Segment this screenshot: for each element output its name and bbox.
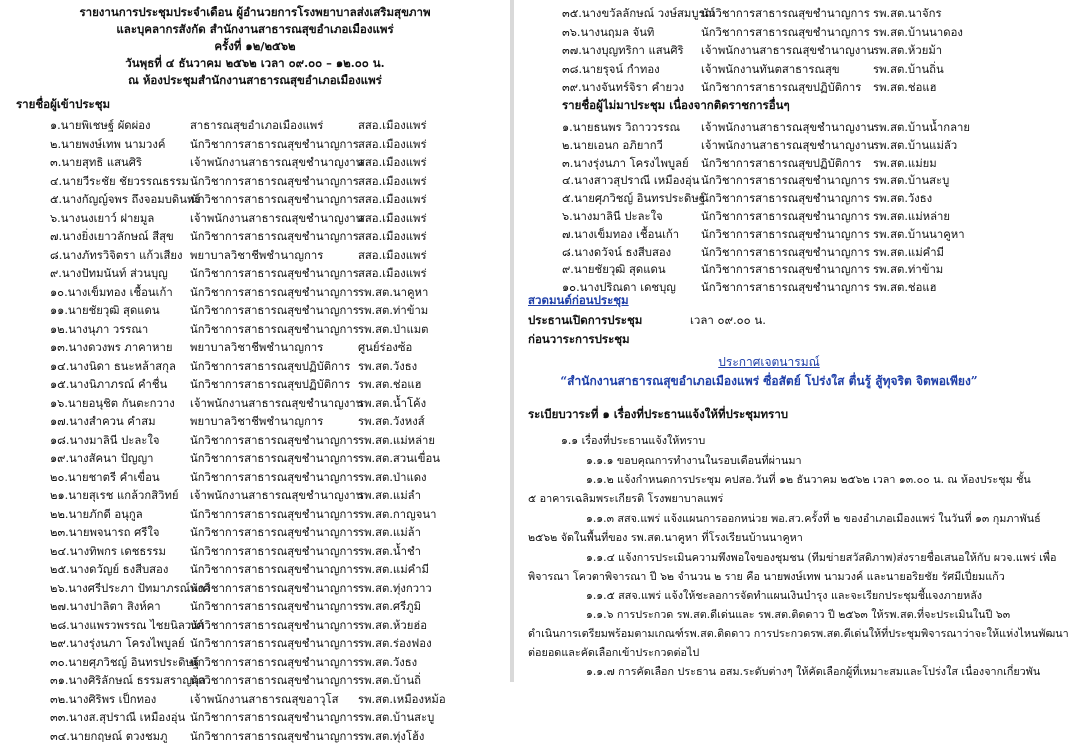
- item-1-1-4: ๑.๑.๔ แจ้งการประเมินความพึงพอใจของชุมชน (ทีมข่ายสวัสดิภาพ)ส่งรายชื่อเสนอให้กับ ผวจ.แพร่ เพื่อ: [586, 551, 1057, 564]
- person-position: นักวิชาการสาธารณสุขชำนาญการ: [190, 470, 359, 484]
- item-1-1-7: ๑.๑.๗ การคัดเลือก ประธาน อสม.ระดับต่างๆ ให้คัดเลือกผู้ที่เหมาะสมและโปร่งใส เนื่องจากเกี่ยวพัน: [586, 665, 1041, 678]
- person-position: นักวิชาการสาธารณสุขชำนาญการ: [701, 227, 870, 241]
- attendee-row: [0, 244, 510, 263]
- person-name: ๑๒.นางนุภา วรรณา: [50, 322, 149, 336]
- person-name: ๒๘.นางแพรวพรรณ ไชยนิลวงศ์: [50, 618, 204, 632]
- absent-row: [514, 152, 1024, 171]
- item-1-1-3-cont: ๒๕๖๒ จัดในพื้นที่ของ รพ.สต.นาคูหา ที่โรงเรียนบ้านนาคูหา: [528, 531, 803, 544]
- person-unit: สสอ.เมืองแพร่: [358, 156, 427, 169]
- absent-row: [514, 116, 1024, 135]
- meeting-date: วันพุธที่ ๔ ธันวาคม ๒๕๖๒ เวลา ๐๙.๐๐ – ๑๒.๐๐ น.: [125, 56, 385, 70]
- person-unit: รพ.สต.บ้านนาคูหา: [873, 227, 965, 241]
- person-unit: รพ.สต.แม่หล่าย: [873, 210, 950, 223]
- person-unit: รพ.สต.ช่อแฮ: [358, 378, 422, 391]
- person-position: นักวิชาการสาธารณสุขชำนาญการ: [190, 544, 359, 558]
- person-position: นักวิชาการสาธารณสุขปฏิบัติการ: [190, 378, 351, 391]
- person-unit: รพ.สต.แม่หล่าย: [358, 433, 435, 447]
- attendee-row: [0, 521, 510, 540]
- person-position: นักวิชาการสาธารณสุขชำนาญการ: [701, 245, 870, 259]
- person-position: นักวิชาการสาธารณสุขชำนาญการ: [190, 137, 359, 151]
- meeting-venue: ณ ห้องประชุมสำนักงานสาธารณสุขอำเภอเมืองแพร่: [128, 73, 382, 87]
- person-unit: รพ.สต.เหมืองหม้อ: [358, 692, 446, 706]
- person-unit: ศูนย์ร่องซ้อ: [358, 341, 413, 354]
- person-name: ๘.นางภัทรวิจิตรา แก้วเสียง: [50, 248, 183, 262]
- person-unit: สสอ.เมืองแพร่: [358, 137, 427, 151]
- meeting-number: ครั้งที่ ๑๒/๒๕๖๒: [214, 39, 296, 53]
- person-position: นักวิชาการสาธารณสุขชำนาญการ: [190, 193, 359, 206]
- attendee-row: [0, 429, 510, 448]
- attendee-row: [0, 170, 510, 189]
- person-position: นักวิชาการสาธารณสุขชำนาญการ: [190, 526, 359, 539]
- attendee-row: [0, 114, 510, 133]
- chair-open-label: ประธานเปิดการประชุม: [528, 313, 643, 327]
- person-name: ๘.นางดวัจน์ ธงสีบสอง: [562, 245, 672, 259]
- person-name: ๒๔.นางทิพกร เดชธรรม: [50, 544, 166, 558]
- proclamation-title: ประกาศเจตนารมณ์: [718, 355, 820, 369]
- person-unit: สสอ.เมืองแพร่: [358, 119, 427, 132]
- person-position: พยาบาลวิชาชีพชำนาญการ: [190, 415, 324, 428]
- person-position: เจ้าพนักงานสาธารณสุขชำนาญงาน: [701, 44, 875, 57]
- right-document-page: [514, 0, 1069, 682]
- item-1-1-3: ๑.๑.๓ สสจ.แพร่ แจ้งแผนการออกหน่วย พอ.สว.ครั้งที่ ๒ ของอำเภอเมืองแพร่ ในวันที่ ๑๓ กุมภาพันธ์: [586, 512, 1041, 525]
- absent-row: [514, 187, 1024, 206]
- person-unit: รพ.สต.วังหงส์: [358, 415, 425, 428]
- person-name: ๑๙.นางสัคนา ปัญญา: [50, 452, 154, 465]
- person-unit: รพ.สต.น้ำโค้ง: [358, 396, 427, 410]
- person-name: ๑.นายธนพร วิถาววรรณ: [562, 121, 680, 134]
- person-name: ๓.นายสุทธิ แสนศิริ: [50, 156, 142, 169]
- item-1-1-5: ๑.๑.๕ สสจ.แพร่ แจ้งให้ชะลอการจัดทำแผนเงินบำรุง และจะเรียกประชุมชี้แจงภายหลัง: [586, 589, 983, 602]
- person-unit: รพ.สต.แม่ยม: [873, 156, 937, 170]
- absent-heading: รายชื่อผู้ไม่มาประชุม เนื่องจากติดราชการอื่นๆ: [562, 98, 790, 112]
- person-position: สาธารณสุขอำเภอเมืองแพร่: [190, 119, 324, 132]
- person-unit: รพ.สต.ทุ่งโฮ้ง: [358, 729, 425, 743]
- person-name: ๗.นางเข็มทอง เชื้อนเก้า: [562, 227, 680, 241]
- person-name: ๓๖.นางนฤมล จันทิ: [562, 25, 655, 39]
- absent-row: [514, 241, 1024, 260]
- absent-row: [514, 134, 1024, 153]
- person-name: ๙.นายชัยวุฒิ สุดแดน: [562, 263, 666, 277]
- person-position: นักวิชาการสาธารณสุขชำนาญการ: [190, 322, 359, 336]
- person-name: ๑๓.นางดวงพร ภาคาหาย: [50, 341, 173, 354]
- absent-row: [514, 169, 1024, 188]
- attendee-row: [0, 503, 510, 522]
- person-name: ๓๑.นางศิริลักษณ์ ธรรมสราญกุล: [50, 674, 206, 687]
- attendee-row: [514, 76, 1024, 95]
- attendee-row: [0, 688, 510, 707]
- person-unit: รพ.สต.กาญจนา: [358, 507, 437, 521]
- item-1-1-4-cont: พิจารณา โควตาพิจารณา ปี ๖๒ จำนวน ๒ ราย คือ นายพงษ์เทพ นามวงค์ และนายอริยชัย รัศมีเปี่ยมแก้ว: [528, 570, 1005, 583]
- person-unit: รพ.สต.บ้านสะบู: [873, 174, 950, 188]
- attendee-row: [0, 447, 510, 466]
- chair-open-time: เวลา ๐๙.๐๐ น.: [690, 313, 766, 327]
- person-position: นักวิชาการสาธารณสุขชำนาญการ: [190, 174, 359, 188]
- item-1-1-2: ๑.๑.๒ แจ้งกำหนดการประชุม คปสอ.วันที่ ๑๒ ธันวาคม ๒๕๖๒ เวลา ๑๓.๐๐ น. ณ ห้องประชุม ชั้น: [586, 473, 1031, 486]
- person-position: นักวิชาการสาธารณสุขชำนาญการ: [190, 711, 359, 724]
- person-name: ๖.นางมาลินี ปะละใจ: [562, 210, 663, 223]
- person-name: ๑๖.นายอนุชิต กันตะกวาง: [50, 396, 175, 410]
- attendee-row: [0, 262, 510, 281]
- person-unit: รพ.สต.วังธง: [358, 359, 418, 373]
- person-position: นักวิชาการสาธารณสุขชำนาญการ: [701, 210, 870, 223]
- person-position: เจ้าพนักงานสาธารณสุขชำนาญงาน: [190, 211, 364, 225]
- person-unit: สสอ.เมืองแพร่: [358, 230, 427, 243]
- attendee-row: [0, 540, 510, 559]
- person-name: ๙.นางปัทมนันท์ ส่วนบุญ: [50, 267, 168, 280]
- attendee-row: [0, 632, 510, 651]
- person-unit: รพ.สต.บ้านนาดอง: [873, 25, 963, 39]
- person-unit: รพ.สต.ร่องฟอง: [358, 637, 432, 650]
- person-name: ๑๑.นายชัยวุฒิ สุดแดน: [50, 304, 160, 317]
- attendee-row: [514, 39, 1024, 58]
- person-unit: รพ.สต.ห้วยม้า: [873, 44, 943, 57]
- person-position: นักวิชาการสาธารณสุขชำนาญการ: [701, 25, 870, 39]
- person-name: ๓๔.นายกฤษณ์ ตวงชมภู: [50, 729, 168, 743]
- person-unit: รพ.สต.แม่คำมี: [873, 245, 945, 259]
- attendee-row: [0, 577, 510, 596]
- person-name: ๕.นางกัญญ์จพร ถึงจอมบดินทร์: [50, 193, 201, 206]
- person-position: นักวิชาการสาธารณสุขชำนาญการ: [190, 581, 359, 595]
- person-name: ๒๓.นายพจนารถ ศรีใจ: [50, 526, 160, 539]
- attendee-row: [0, 651, 510, 670]
- person-name: ๒.นายเอนก อภิยากวี: [562, 138, 663, 152]
- person-unit: รพ.สต.นาคูหา: [358, 285, 429, 299]
- person-position: นักวิชาการสาธารณสุขชำนาญการ: [190, 452, 359, 465]
- person-position: นักวิชาการสาธารณสุขชำนาญการ: [190, 285, 359, 299]
- person-name: ๓๒.นางศิริพร เป็กทอง: [50, 692, 157, 706]
- person-position: นักวิชาการสาธารณสุขชำนาญการ: [701, 281, 870, 295]
- person-unit: รพ.สต.แม่ลำ: [358, 489, 421, 502]
- person-unit: รพ.สต.น้ำชำ: [358, 544, 422, 558]
- person-position: นักวิชาการสาธารณสุขชำนาญการ: [190, 655, 359, 669]
- person-name: ๒๐.นายชาตรี คำเขื่อน: [50, 470, 160, 484]
- person-name: ๓๕.นางขวัลลักษณ์ วงษ์สมบูรณ์: [562, 7, 716, 20]
- person-name: ๓.นางรุ่งนภา โครงไพบูลย์: [562, 156, 689, 170]
- person-unit: รพ.สต.ป่าแมต: [358, 322, 429, 336]
- person-position: พยาบาลวิชาชีพชำนาญการ: [190, 248, 324, 262]
- attendee-row: [0, 336, 510, 355]
- person-position: นักวิชาการสาธารณสุขชำนาญการ: [190, 563, 359, 576]
- item-1-1-6-cont: ดำเนินการเตรียมพร้อมตามเกณฑ์รพ.สต.ติดดาว การประกวดรพ.สต.ดีเด่นให้ที่ประชุมพิจารณาว่าจะให้แห่งไหนพัฒนา: [528, 627, 1069, 640]
- item-1-1-1: ๑.๑.๑ ขอบคุณการทำงานในรอบเดือนที่ผ่านมา: [586, 454, 802, 467]
- attendee-row: [0, 373, 510, 392]
- person-position: เจ้าพนักงานสาธารณสุขชำนาญงาน: [190, 396, 364, 410]
- attendee-row: [0, 151, 510, 170]
- person-name: ๗.นางยิ่งเยาวลักษณ์ สีสุข: [50, 230, 174, 243]
- attendee-row: [0, 299, 510, 318]
- person-unit: สสอ.เมืองแพร่: [358, 267, 427, 280]
- attendee-row: [0, 484, 510, 503]
- person-unit: รพ.สต.ช่อแฮ: [873, 281, 937, 295]
- person-position: นักวิชาการสาธารณสุขปฏิบัติการ: [701, 81, 862, 94]
- person-unit: รพ.สต.ท่าข้าม: [358, 304, 429, 317]
- person-unit: รพ.สต.ท่าข้าม: [873, 263, 944, 277]
- attendee-row: [0, 188, 510, 207]
- attendee-row: [0, 706, 510, 725]
- person-position: เจ้าพนักงานทันตสาธารณสุข: [701, 62, 840, 76]
- person-position: เจ้าพนักงานสาธารณสุขชำนาญงาน: [701, 138, 875, 152]
- agenda-1-heading: ระเบียบวาระที่ ๑ เรื่องที่ประธานแจ้งให้ที่ประชุมทราบ: [528, 407, 789, 421]
- person-unit: สสอ.เมืองแพร่: [358, 174, 427, 188]
- person-name: ๓๙.นางจันทร์จิรา คำยวง: [562, 81, 685, 94]
- person-unit: สสอ.เมืองแพร่: [358, 248, 427, 262]
- person-name: ๑๕.นางนิภาภรณ์ คำชื่น: [50, 378, 168, 391]
- person-name: ๕.นายศุภวิชญ์ อินทรประดิษฐ์: [562, 192, 706, 206]
- person-unit: รพ.สต.บ้านถิ่น: [873, 62, 944, 76]
- person-position: นักวิชาการสาธารณสุขปฏิบัติการ: [190, 359, 351, 373]
- attendee-row: [0, 614, 510, 633]
- person-name: ๓๐.นายศุภวิชญ์ อินทรประดิษฐ์: [50, 655, 200, 669]
- person-unit: รพ.สต.บ้านแม่ลัว: [873, 138, 958, 152]
- person-name: ๒๗.นางปาลิตา สิงห์คา: [50, 600, 161, 613]
- attendee-row: [0, 410, 510, 429]
- person-name: ๑.นายพิเชษฐ์ ผัดผ่อง: [50, 119, 151, 132]
- proclamation-text: “สำนักงานสาธารณสุขอำเภอเมืองแพร่ ซื่อสัตย์ โปร่งใส ตื่นรู้ สู้ทุจริต จิตพอเพียง”: [560, 374, 978, 388]
- person-position: เจ้าพนักงานสาธารณสุขชำนาญงาน: [701, 121, 875, 134]
- person-unit: รพ.สต.ช่อแฮ: [873, 81, 937, 94]
- attendee-row: [0, 669, 510, 688]
- report-title-line-1: รายงานการประชุมประจำเดือน ผู้อำนวยการโรงพยาบาลส่งเสริมสุขภาพ: [79, 5, 431, 19]
- person-name: ๓๘.นายรุจน์ กำทอง: [562, 62, 660, 76]
- person-name: ๓๓.นางส.สุปราณี เหมืองอุ่น: [50, 711, 186, 724]
- person-name: ๒๕.นางดวัญย์ ธงสีบสอง: [50, 563, 169, 576]
- attendees-heading: รายชื่อผู้เข้าประชุม: [16, 97, 111, 111]
- person-position: นักวิชาการสาธารณสุขชำนาญการ: [190, 637, 359, 650]
- person-position: เจ้าพนักงานสาธารณสุขอาวุโส: [190, 692, 339, 706]
- person-name: ๑๐.นางปริณดา เดชบุญ: [562, 281, 676, 295]
- attendee-row: [514, 58, 1024, 77]
- person-name: ๑๔.นางนิดา ธนะหล้าสกุล: [50, 359, 176, 373]
- person-unit: รพ.สต.วังธง: [873, 192, 933, 206]
- person-position: นักวิชาการสาธารณสุขชำนาญการ: [701, 192, 870, 206]
- person-name: ๓๗.นางบุญทริกา แสนศิริ: [562, 44, 684, 57]
- person-position: นักวิชาการสาธารณสุขชำนาญการ: [190, 230, 359, 243]
- left-document-page: [0, 0, 510, 743]
- attendee-row: [0, 725, 510, 744]
- person-name: ๔.นางสาวสุปราณี เหมืองอุ่น: [562, 174, 700, 188]
- person-name: ๒๒.นายภักดี อนุกูล: [50, 507, 143, 521]
- person-position: นักวิชาการสาธารณสุขชำนาญการ: [190, 618, 359, 632]
- person-unit: รพ.สต.แม่ล้า: [358, 526, 421, 539]
- person-unit: รพ.สต.ห้วยฮ่อ: [358, 618, 428, 632]
- absent-row: [514, 223, 1024, 242]
- person-unit: สสอ.เมืองแพร่: [358, 193, 427, 206]
- before-agenda-label: ก่อนวาระการประชุม: [528, 332, 630, 346]
- person-position: นักวิชาการสาธารณสุขชำนาญการ: [190, 674, 359, 687]
- person-unit: รพ.สต.วังธง: [358, 655, 418, 669]
- attendee-row: [0, 355, 510, 374]
- person-position: นักวิชาการสาธารณสุขชำนาญการ: [701, 263, 870, 277]
- person-position: นักวิชาการสาธารณสุขชำนาญการ: [190, 507, 359, 521]
- person-name: ๑๘.นางมาลินี ปะละใจ: [50, 433, 160, 447]
- person-position: เจ้าพนักงานสาธารณสุขชำนาญงาน: [190, 489, 364, 502]
- item-1-1: ๑.๑ เรื่องที่ประธานแจ้งให้ทราบ: [561, 434, 706, 447]
- person-name: ๔.นายวีระชัย ชัยวรรณธรรม: [50, 174, 189, 188]
- person-unit: รพ.สต.นาจักร: [873, 7, 942, 20]
- person-unit: รพ.สต.บ้านถิ่: [358, 674, 422, 687]
- person-position: พยาบาลวิชาชีพชำนาญการ: [190, 341, 324, 354]
- report-title-line-2: และบุคลากรสังกัด สำนักงานสาธารณสุขอำเภอเมืองแพร่: [116, 22, 394, 36]
- absent-row: [514, 205, 1024, 224]
- attendee-row: [0, 466, 510, 485]
- person-name: ๒๖.นางศรีประภา ปัทมาภรณ์พงศ์: [50, 581, 211, 595]
- person-position: นักวิชาการสาธารณสุขชำนาญการ: [190, 433, 359, 447]
- person-position: นักวิชาการสาธารณสุขชำนาญการ: [190, 267, 359, 280]
- attendee-row: [0, 133, 510, 152]
- person-name: ๖.นางนงเยาว์ ฝายมูล: [50, 211, 155, 225]
- before-meeting-prayer-link[interactable]: สวดมนต์ก่อนประชุม: [528, 293, 629, 307]
- attendee-row: [0, 558, 510, 577]
- attendee-row: [514, 21, 1024, 40]
- person-unit: รพ.สต.สวนเขื่อน: [358, 452, 440, 465]
- attendee-row: [514, 2, 1024, 21]
- attendee-row: [0, 207, 510, 226]
- person-name: ๒๙.นางรุ่งนภา โครงไพบูลย์: [50, 637, 185, 650]
- item-1-1-6-cont-2: ต่อยอดและคัดเลือกเข้าประกวดต่อไป: [528, 646, 700, 659]
- person-position: นักวิชาการสาธารณสุขชำนาญการ: [190, 729, 359, 743]
- item-1-1-6: ๑.๑.๖ การประกวด รพ.สต.ดีเด่นและ รพ.สต.ติดดาว ปี ๒๕๖๓ ให้รพ.สต.ที่จะประเมินในปี ๖๓: [586, 608, 1011, 621]
- person-name: ๑๗.นางสำควน คำสม: [50, 415, 156, 428]
- person-unit: รพ.สต.ทุ่งกวาว: [358, 581, 432, 595]
- person-unit: รพ.สต.บ้านสะบู: [358, 711, 435, 724]
- item-1-1-2-cont: ๕ อาคารเฉลิมพระเกียรติ โรงพยาบาลแพร่: [528, 492, 724, 505]
- person-name: ๑๐.นางเข็มทอง เชื้อนเก้า: [50, 285, 173, 299]
- person-position: นักวิชาการสาธารณสุขชำนาญการ: [190, 600, 359, 613]
- person-unit: รพ.สต.ศรีภูมิ: [358, 600, 422, 613]
- person-position: เจ้าพนักงานสาธารณสุขชำนาญงาน: [190, 156, 364, 169]
- attendee-row: [0, 318, 510, 337]
- person-position: นักวิชาการสาธารณสุขชำนาญการ: [701, 174, 870, 188]
- person-position: นักวิชาการสาธารณสุขชำนาญการ: [701, 7, 870, 20]
- absent-row: [514, 258, 1024, 277]
- person-unit: รพ.สต.บ้านน้ำกลาย: [873, 121, 970, 134]
- attendee-row: [0, 281, 510, 300]
- person-unit: รพ.สต.ป่าแดง: [358, 470, 427, 484]
- person-position: นักวิชาการสาธารณสุขชำนาญการ: [190, 304, 359, 317]
- attendee-row: [0, 225, 510, 244]
- attendee-row: [0, 595, 510, 614]
- person-unit: รพ.สต.แม่คำมี: [358, 563, 430, 576]
- person-position: นักวิชาการสาธารณสุขปฏิบัติการ: [701, 156, 862, 170]
- person-name: ๒.นายพงษ์เทพ นามวงค์: [50, 137, 166, 151]
- attendee-row: [0, 392, 510, 411]
- person-unit: สสอ.เมืองแพร่: [358, 211, 427, 225]
- person-name: ๒๑.นายสุเรช แกล้วกสิวิทย์: [50, 489, 179, 502]
